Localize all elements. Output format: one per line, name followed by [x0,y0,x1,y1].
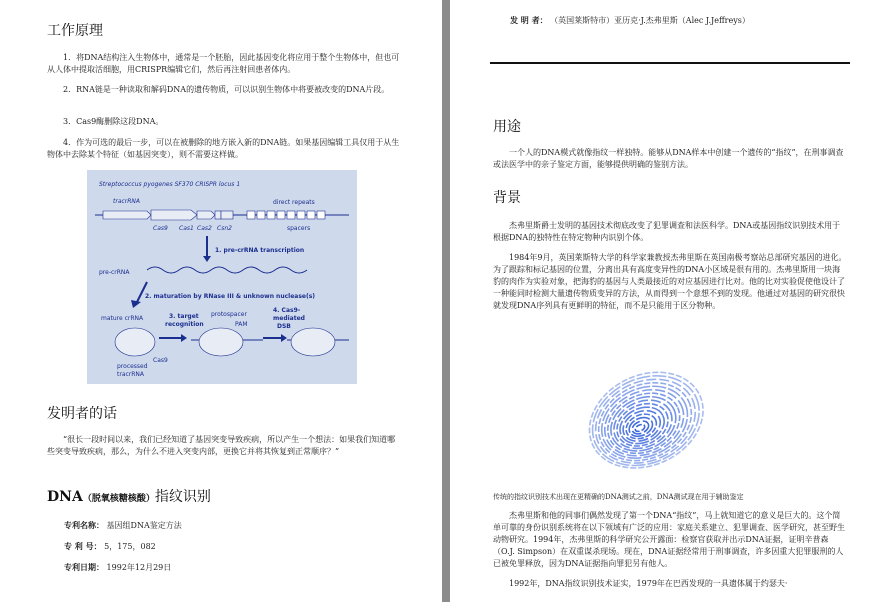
usage-heading: 用途 [493,119,521,135]
dna-heading-paren: （脱氧核糖核酸） [82,494,155,504]
left-page [0,0,442,602]
inventor-row [510,15,750,26]
patent-name-label: 专利名称： [64,520,104,530]
crispr-diagram-svg [87,170,357,384]
label-cas2: Cas2 [197,225,212,232]
label-pam: PAM [235,321,248,328]
inventor-words-heading: 发明者的话 [47,406,117,422]
cas9-complex-1 [115,328,155,356]
patent-number-label: 专 利 号： [64,541,102,551]
arrow-step3-head [181,334,187,342]
label-processed-a: processed [117,363,148,370]
background-heading: 背景 [493,190,521,206]
label-step3-b: recognition [165,321,204,328]
gene-block-tracr [103,211,151,219]
working-principle-heading: 工作原理 [47,23,103,39]
label-tracrrna: tracrRNA [113,198,141,205]
inventor-value: （英国莱斯特市）亚历克·J.杰弗里斯（Alec J.Jeffreys） [550,16,750,25]
gene-block-cas1 [197,211,215,219]
arrow-step1-head [203,256,211,262]
label-cas9-bottom: Cas9 [153,357,168,364]
inventor-label: 发 明 者： [510,15,548,25]
label-protospacer: protospacer [211,311,247,318]
patent-date-label: 专利日期： [64,562,104,572]
dna-fingerprint-heading [47,486,211,506]
usage-paragraph: 一个人的DNA模式就像指纹一样独特。能够从DNA样本中创建一个遗传的“指纹”，在刑事调查或法医学中的亲子鉴定方面，能够提供明确的鉴别方法。 [493,148,844,169]
gene-block-cas2 [215,211,221,219]
label-mature-crrna: mature crRNA [101,315,144,322]
cas9-complex-2 [199,328,243,356]
patent-number-row [64,541,156,552]
label-pre-crrna: pre-crRNA [99,269,130,276]
section-divider [490,62,850,64]
label-step3-a: 3. target [169,313,199,320]
dna-heading-tail: 指纹识别 [154,489,211,505]
fingerprint-svg [570,370,710,480]
after-paragraph-2: 1992年，DNA指纹识别技术证实，1979年在巴西发现的一具遗体属于约瑟夫· [509,579,788,588]
background-paragraph-2: 1984年9月，英国莱斯特大学的科学家兼教授杰弗里斯在英国南极考察站总部研究基因的进化。为了跟踪和标记基因的位置，分离出具有高度变异性的DNA小区域是很有用的。杰弗里斯用一块海豹的肉作为实验对象，把海豹的基因与人类最接近的对应基因进行比对。他的比对实验促使他设计了一种能同时检测大量遗传物质变异的方法，从而得到一个意想不到的发现。他通过对基因的研究很快就发现DNA序列具有更鲜明的特征，而不是只能用于区分物种。 [493,253,847,310]
fingerprint-image [570,370,710,484]
arrow-step2-head [131,300,141,308]
diagram-title: Streptococcus pyogenes SF370 CRISPR locus 1 [99,181,241,188]
patent-name-value: 基因组DNA鉴定方法 [106,521,182,530]
label-direct-repeats: direct repeats [273,199,315,206]
fingerprint-ridges [574,370,710,480]
inventor-quote: “很长一段时间以来，我们已经知道了基因突变导致疾病，所以产生一个想法：如果我们知道哪些突变导致疾病，那么，为什么不进入突变内部，更换它并将其恢复到正常顺序？” [47,435,396,456]
cas9-complex-3 [291,328,335,356]
label-cas1: Cas1 [179,225,194,232]
principle-paragraph-3: 3．Cas9酶删除这段DNA。 [63,117,164,126]
label-step1: 1. pre-crRNA transcription [215,247,305,254]
image-caption: 传统的指纹识别技术出现在更精确的DNA测试之前，DNA测试现在用于辅助鉴定 [493,493,744,501]
pre-crrna-wave [147,267,307,273]
principle-paragraph-2: 2．RNA链是一种读取和解码DNA的遗传物质，可以识别生物体中将要被改变的DNA片段。 [63,85,390,94]
label-cas9: Cas9 [153,225,168,232]
right-page [450,0,892,602]
arrow-step4-head [281,334,287,342]
patent-date-row [64,562,171,573]
label-processed-b: tracrRNA [117,371,145,378]
dna-heading-main: DNA [47,489,83,505]
patent-number-value: 5，175，082 [104,542,156,551]
label-step4-a: 4. Cas9- [273,307,301,314]
label-step4-b: mediated [273,315,305,322]
patent-date-value: 1992年12月29日 [106,563,172,572]
after-paragraph-1: 杰弗里斯和他的同事们偶然发现了第一个DNA“指纹”，马上就知道它的意义是巨大的。这个简单可靠的身份识别系统将在以下领域有广泛的应用：家庭关系建立、犯罪调查、医学研究，甚至野生动物研究。1994年，杰弗里斯的科学研究公开露面：检察官获取并出示DNA证据，证明辛普森（O.J. Simpson）在双重谋杀现场。现在，DNA证据经常用于刑事调查，许多因重大犯罪服刑的人已被免罪释放，因为DNA证据指向罪犯另有他人。 [493,511,845,568]
label-csn2: Csn2 [217,225,232,232]
crispr-diagram [87,170,357,384]
label-spacers: spacers [287,225,311,232]
gene-block-csn2 [221,211,233,219]
label-step2: 2. maturation by RNase III & unknown nuclease(s) [145,293,316,300]
principle-paragraph-1: 1．将DNA结构注入生物体中，通常是一个胚胎，因此基因变化将应用于整个生物体中，但也可从人体中提取活细胞，用CRISPR编辑它们，然后再注射回患者体内。 [47,53,400,74]
background-paragraph-1: 杰弗里斯爵士发明的基因技术彻底改变了犯罪调查和法医科学。DNA或基因指纹识别技术用于根据DNA的独特性在特定物种内识别个体。 [493,221,841,242]
principle-paragraph-4: 4．作为可选的最后一步，可以在被删除的地方嵌入新的DNA链。如果基因编辑工具仅用于从生物体中去除某个特征（如基因突变），则不需要这样做。 [47,138,400,159]
label-step4-c: DSB [277,323,291,330]
patent-name-row [64,520,182,531]
gene-block-cas9 [151,210,197,220]
